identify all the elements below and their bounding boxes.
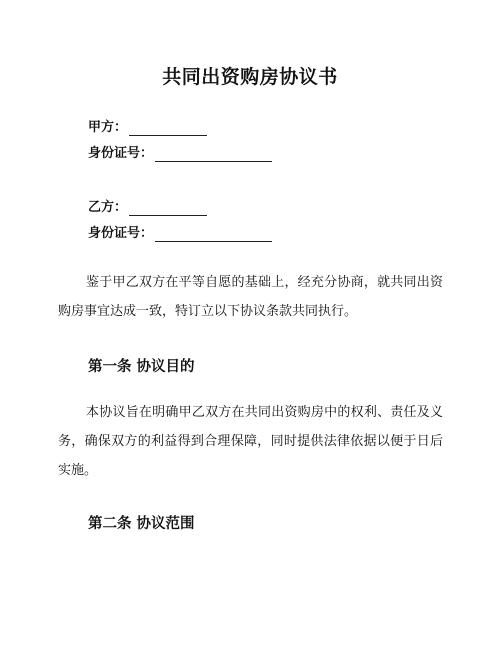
party-b-id-label: 身份证号： (88, 226, 154, 241)
party-a-name-label: 甲方： (88, 120, 128, 135)
article-1-heading: 第一条 协议目的 (88, 359, 195, 375)
party-a-id-label: 身份证号： (88, 146, 154, 161)
party-a-id-field (88, 146, 272, 162)
article-1-body: 本协议旨在明确甲乙双方在共同出资购房中的权利、责任及义务，确保双方的利益得到合理保障，同时提供法律依据以便于日后实施。 (58, 405, 443, 478)
party-a-name-field (88, 120, 207, 136)
party-b-name-field (88, 200, 207, 216)
party-b-name-label: 乙方： (88, 200, 128, 215)
party-a-id-blank (155, 147, 272, 162)
party-a-name-blank (129, 121, 207, 136)
party-b-id-blank (155, 227, 272, 242)
document-title: 共同出资购房协议书 (162, 66, 338, 88)
party-b-id-field (88, 226, 272, 242)
preamble-paragraph: 鉴于甲乙双方在平等自愿的基础上，经充分协商，就共同出资购房事宜达成一致，特订立以下协议条款共同执行。 (58, 275, 443, 319)
article-2-heading: 第二条 协议范围 (88, 516, 195, 532)
party-b-name-blank (129, 201, 207, 216)
